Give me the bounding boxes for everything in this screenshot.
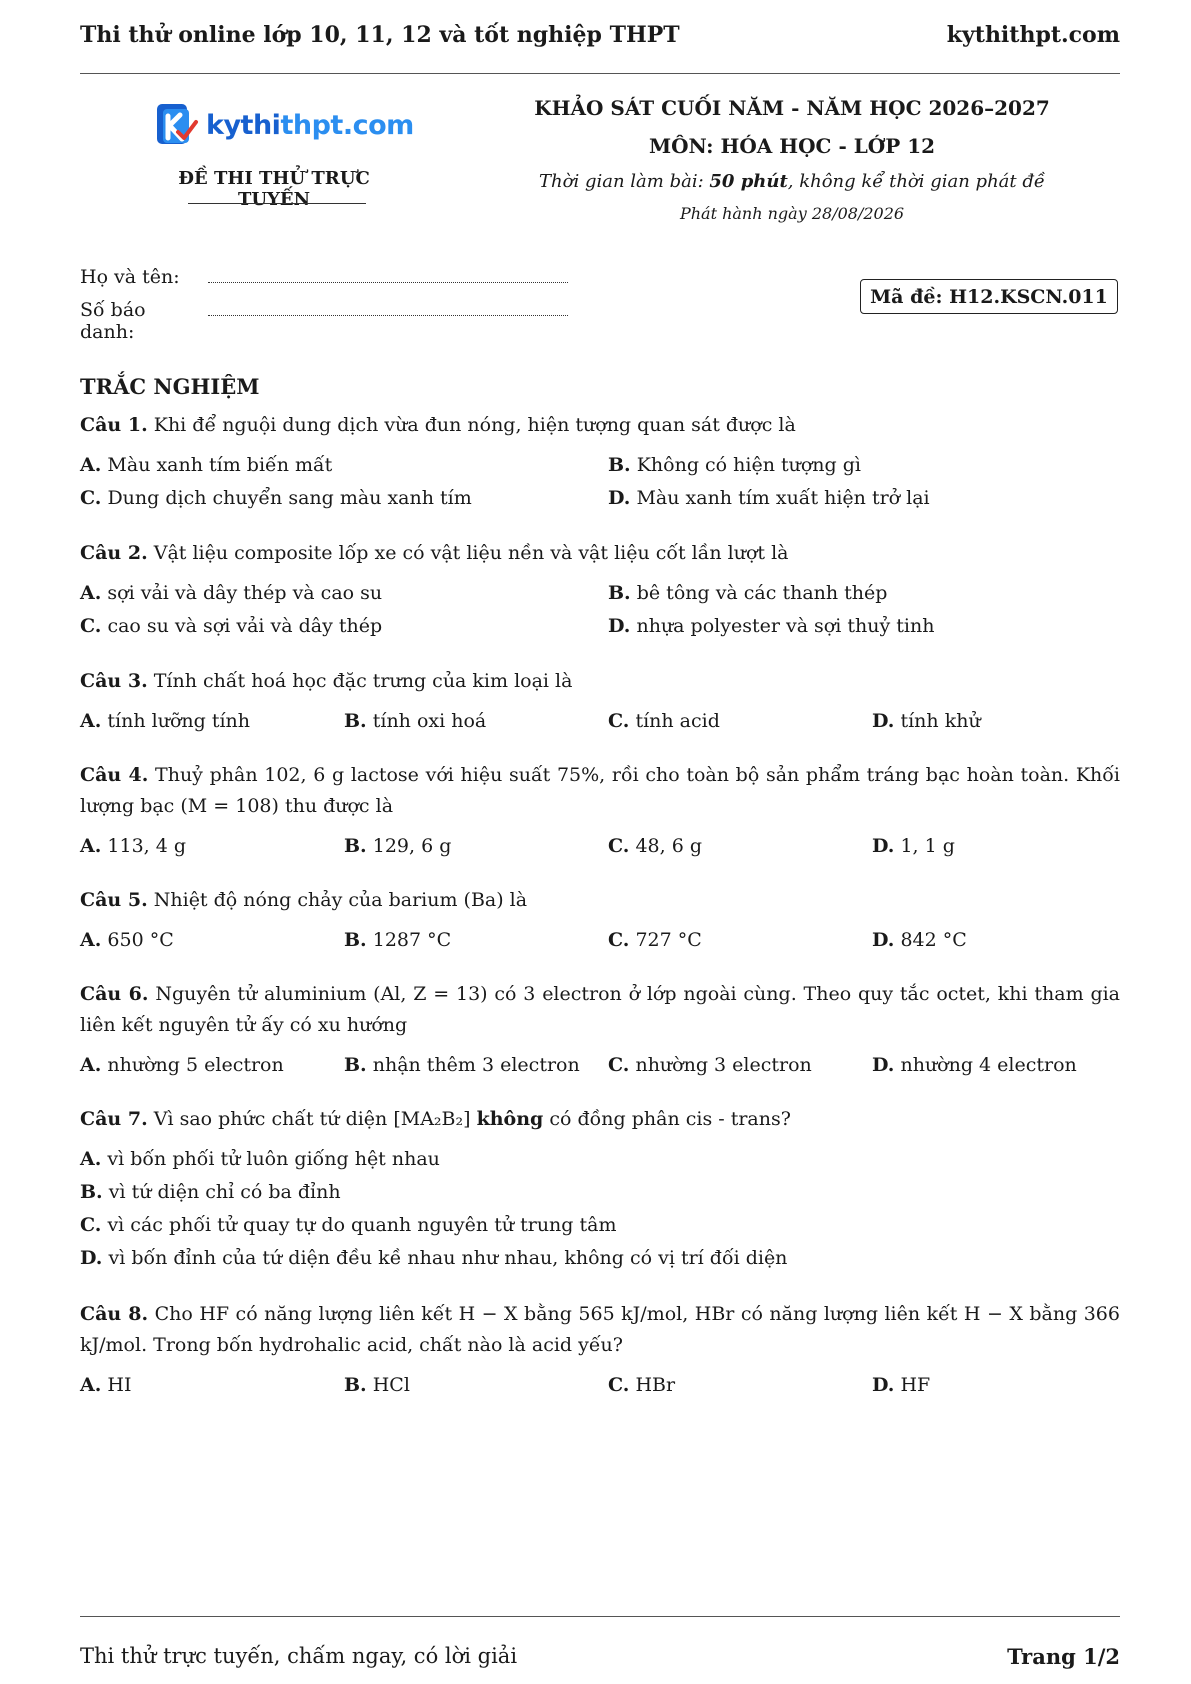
option-b[interactable]: B. vì tứ diện chỉ có ba đỉnh bbox=[80, 1181, 341, 1203]
question-4-options bbox=[80, 835, 1120, 857]
footer-left: Thi thử trực tuyến, chấm ngay, có lời giải bbox=[80, 1644, 518, 1668]
header-right: kythithpt.com bbox=[946, 22, 1120, 48]
option-a[interactable]: A. 113, 4 g bbox=[80, 835, 187, 857]
option-d[interactable]: D. Màu xanh tím xuất hiện trở lại bbox=[608, 487, 930, 509]
exam-title: KHẢO SÁT CUỐI NĂM - NĂM HỌC 2026–2027 bbox=[534, 96, 1050, 120]
question-3-options bbox=[80, 710, 1120, 732]
question-5-options bbox=[80, 929, 1120, 951]
page-number: Trang 1/2 bbox=[1007, 1644, 1120, 1669]
logo-mark-icon bbox=[154, 102, 200, 148]
option-c[interactable]: C. Dung dịch chuyển sang màu xanh tím bbox=[80, 487, 472, 509]
option-a[interactable]: A. tính lưỡng tính bbox=[80, 710, 251, 732]
option-b[interactable]: B. tính oxi hoá bbox=[344, 710, 487, 732]
option-d[interactable]: D. nhường 4 electron bbox=[872, 1054, 1077, 1076]
exam-page bbox=[80, 0, 1120, 1684]
header-divider bbox=[80, 73, 1120, 74]
option-b[interactable]: B. HCl bbox=[344, 1374, 410, 1396]
option-c[interactable]: C. 727 °C bbox=[608, 929, 702, 951]
school-subtitle: ĐỀ THI THỬ TRỰC TUYẾN bbox=[178, 168, 370, 210]
option-d[interactable]: D. tính khử bbox=[872, 710, 981, 732]
question-7-options bbox=[80, 1148, 1120, 1269]
option-a[interactable]: A. sợi vải và dây thép và cao su bbox=[80, 582, 383, 604]
page-footer bbox=[80, 1644, 1120, 1669]
question-2-options bbox=[80, 582, 1120, 637]
page-header bbox=[80, 22, 1120, 48]
student-id-dotted-line[interactable] bbox=[208, 301, 568, 316]
option-a[interactable]: A. nhường 5 electron bbox=[80, 1054, 284, 1076]
option-a[interactable]: A. Màu xanh tím biến mất bbox=[80, 454, 333, 476]
question-2: Câu 2. Vật liệu composite lốp xe có vật liệu nền và vật liệu cốt lần lượt là bbox=[80, 542, 789, 564]
name-label: Họ và tên: bbox=[80, 266, 180, 288]
option-a[interactable]: A. vì bốn phối tử luôn giống hệt nhau bbox=[80, 1148, 440, 1170]
name-dotted-line[interactable] bbox=[208, 268, 568, 283]
exam-code-box: Mã đề: H12.KSCN.011 bbox=[860, 279, 1118, 314]
option-b[interactable]: B. Không có hiện tượng gì bbox=[608, 454, 861, 476]
question-1: Câu 1. Khi để nguội dung dịch vừa đun nóng, hiện tượng quan sát được là bbox=[80, 414, 796, 436]
question-4: Câu 4. Thuỷ phân 102, 6 g lactose với hiệu suất 75%, rồi cho toàn bộ sản phẩm tráng bạc hoàn toàn. Khối lượng bạc (M = 108) thu được là bbox=[80, 764, 1120, 817]
option-c[interactable]: C. vì các phối tử quay tự do quanh nguyên tử trung tâm bbox=[80, 1214, 617, 1236]
name-field[interactable] bbox=[80, 266, 568, 288]
logo-text: kythithpt.com bbox=[206, 109, 414, 141]
option-b[interactable]: B. 129, 6 g bbox=[344, 835, 452, 857]
option-b[interactable]: B. nhận thêm 3 electron bbox=[344, 1054, 580, 1076]
question-3: Câu 3. Tính chất hoá học đặc trưng của kim loại là bbox=[80, 670, 573, 692]
student-id-field[interactable] bbox=[80, 299, 568, 343]
exam-time: Thời gian làm bài: 50 phút, không kể thời gian phát đề bbox=[539, 171, 1045, 192]
option-d[interactable]: D. nhựa polyester và sợi thuỷ tinh bbox=[608, 615, 935, 637]
option-a[interactable]: A. 650 °C bbox=[80, 929, 174, 951]
header-left: Thi thử online lớp 10, 11, 12 và tốt nghiệp THPT bbox=[80, 22, 680, 48]
option-d[interactable]: D. vì bốn đỉnh của tứ diện đều kề nhau như nhau, không có vị trí đối diện bbox=[80, 1247, 788, 1269]
footer-divider bbox=[80, 1616, 1120, 1617]
option-c[interactable]: C. cao su và sợi vải và dây thép bbox=[80, 615, 383, 637]
exam-subject: MÔN: HÓA HỌC - LỚP 12 bbox=[648, 134, 936, 158]
option-d[interactable]: D. 842 °C bbox=[872, 929, 967, 951]
option-c[interactable]: C. nhường 3 electron bbox=[608, 1054, 812, 1076]
option-b[interactable]: B. bê tông và các thanh thép bbox=[608, 582, 888, 604]
option-c[interactable]: C. tính acid bbox=[608, 710, 720, 732]
question-5: Câu 5. Nhiệt độ nóng chảy của barium (Ba) là bbox=[80, 889, 528, 911]
question-6-options bbox=[80, 1054, 1120, 1076]
student-id-label: Số báo danh: bbox=[80, 299, 146, 343]
subtitle-underline bbox=[188, 203, 366, 204]
option-a[interactable]: A. HI bbox=[80, 1374, 132, 1396]
option-c[interactable]: C. 48, 6 g bbox=[608, 835, 702, 857]
question-1-options bbox=[80, 454, 1120, 509]
option-c[interactable]: C. HBr bbox=[608, 1374, 676, 1396]
option-d[interactable]: D. 1, 1 g bbox=[872, 835, 955, 857]
section-title: TRẮC NGHIỆM bbox=[80, 374, 260, 399]
site-logo bbox=[154, 102, 414, 148]
question-8-options bbox=[80, 1374, 1120, 1396]
option-d[interactable]: D. HF bbox=[872, 1374, 931, 1396]
option-b[interactable]: B. 1287 °C bbox=[344, 929, 452, 951]
question-7: Câu 7. Vì sao phức chất tứ diện [MA₂B₂] không có đồng phân cis - trans? bbox=[80, 1108, 791, 1130]
question-8: Câu 8. Cho HF có năng lượng liên kết H − X bằng 565 kJ/mol, HBr có năng lượng liên kết H − X bằng 366 kJ/mol. Trong bốn hydrohalic acid, chất nào là acid yếu? bbox=[80, 1303, 1120, 1356]
question-6: Câu 6. Nguyên tử aluminium (Al, Z = 13) có 3 electron ở lớp ngoài cùng. Theo quy tắc octet, khi tham gia liên kết nguyên tử ấy có xu hướng bbox=[80, 983, 1121, 1036]
exam-release-date: Phát hành ngày 28/08/2026 bbox=[679, 204, 905, 223]
